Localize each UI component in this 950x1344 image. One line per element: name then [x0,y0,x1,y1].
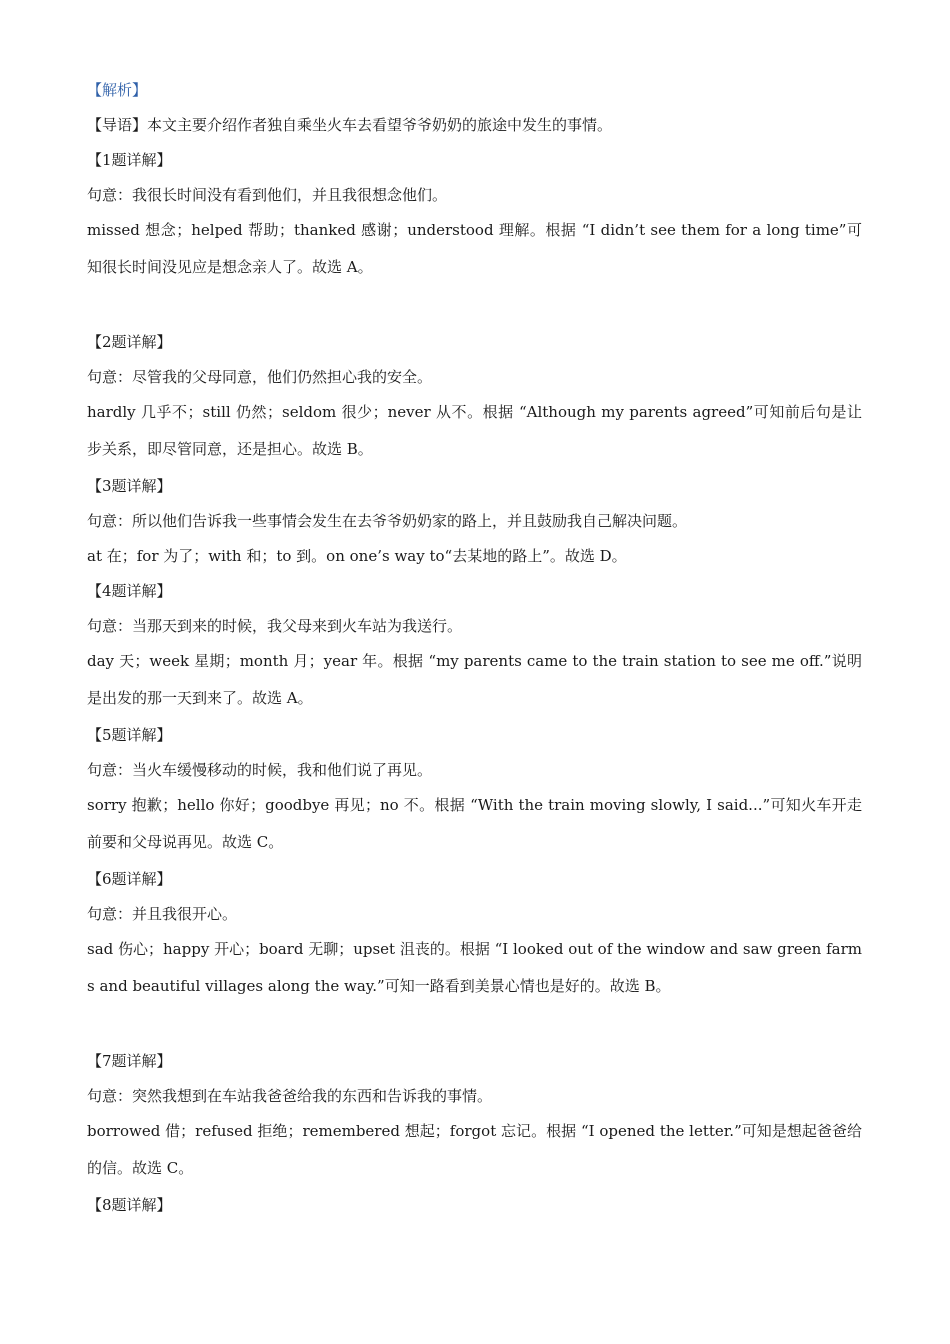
item-6-heading: 【6题详解】 [87,869,172,888]
item-5-heading: 【5题详解】 [87,725,172,744]
item-3-analysis: at 在；for 为了；with 和；to 到。on one’s way to“去某地的路上”。故选 D。 [87,546,627,565]
item-7-analysis: borrowed 借；refused 拒绝；remembered 想起；forgot 忘记。根据 “I opened the letter.”可知是想起爸爸给的信。故选 C。 [87,1122,862,1177]
analysis-label: 【解析】 [87,81,148,99]
item-4-analysis: day 天；week 星期；month 月；year 年。根据 “my parents came to the train station to see me off.”说明是出发的那一天到来了。故选 A。 [87,652,862,707]
item-3-heading: 【3题详解】 [87,476,172,495]
document-page [87,80,862,1222]
item-5-meaning: 句意：当火车缓慢移动的时候，我和他们说了再见。 [87,760,433,779]
section-gap [87,1005,862,1043]
item-7-meaning: 句意：突然我想到在车站我爸爸给我的东西和告诉我的事情。 [87,1086,493,1105]
item-2-heading: 【2题详解】 [87,332,172,351]
item-7-heading: 【7题详解】 [87,1051,172,1070]
item-2-meaning: 句意：尽管我的父母同意，他们仍然担心我的安全。 [87,367,433,386]
item-4-heading: 【4题详解】 [87,581,172,600]
item-1-heading: 【1题详解】 [87,150,172,169]
item-6-meaning: 句意：并且我很开心。 [87,904,238,923]
item-4-meaning: 句意：当那天到来的时候，我父母来到火车站为我送行。 [87,616,463,635]
item-5-analysis: sorry 抱歉；hello 你好；goodbye 再见；no 不。根据 “With the train moving slowly, I said...”可知火车开走前要和父母说再见。故选 C。 [87,796,862,851]
item-3-meaning: 句意：所以他们告诉我一些事情会发生在去爷爷奶奶家的路上，并且鼓励我自己解决问题。 [87,511,688,530]
item-1-analysis: missed 想念；helped 帮助；thanked 感谢；understood 理解。根据 “I didn’t see them for a long time”可知很长时间没见应是想念亲人了。故选 A。 [87,221,862,276]
item-6-analysis: sad 伤心；happy 开心；board 无聊；upset 沮丧的。根据 “I looked out of the window and saw green farms and beautiful villages along the way.”可知一路看到美景心情也是好的。故选 B。 [87,940,862,995]
item-2-analysis: hardly 几乎不；still 仍然；seldom 很少；never 从不。根据 “Although my parents agreed”可知前后句是让步关系，即尽管同意，还是担心。故选 B。 [87,403,862,458]
section-gap [87,286,862,324]
item-8-heading: 【8题详解】 [87,1195,172,1214]
intro-text: 【导语】本文主要介绍作者独自乘坐火车去看望爷爷奶奶的旅途中发生的事情。 [87,116,613,134]
item-1-meaning: 句意：我很长时间没有看到他们，并且我很想念他们。 [87,185,448,204]
